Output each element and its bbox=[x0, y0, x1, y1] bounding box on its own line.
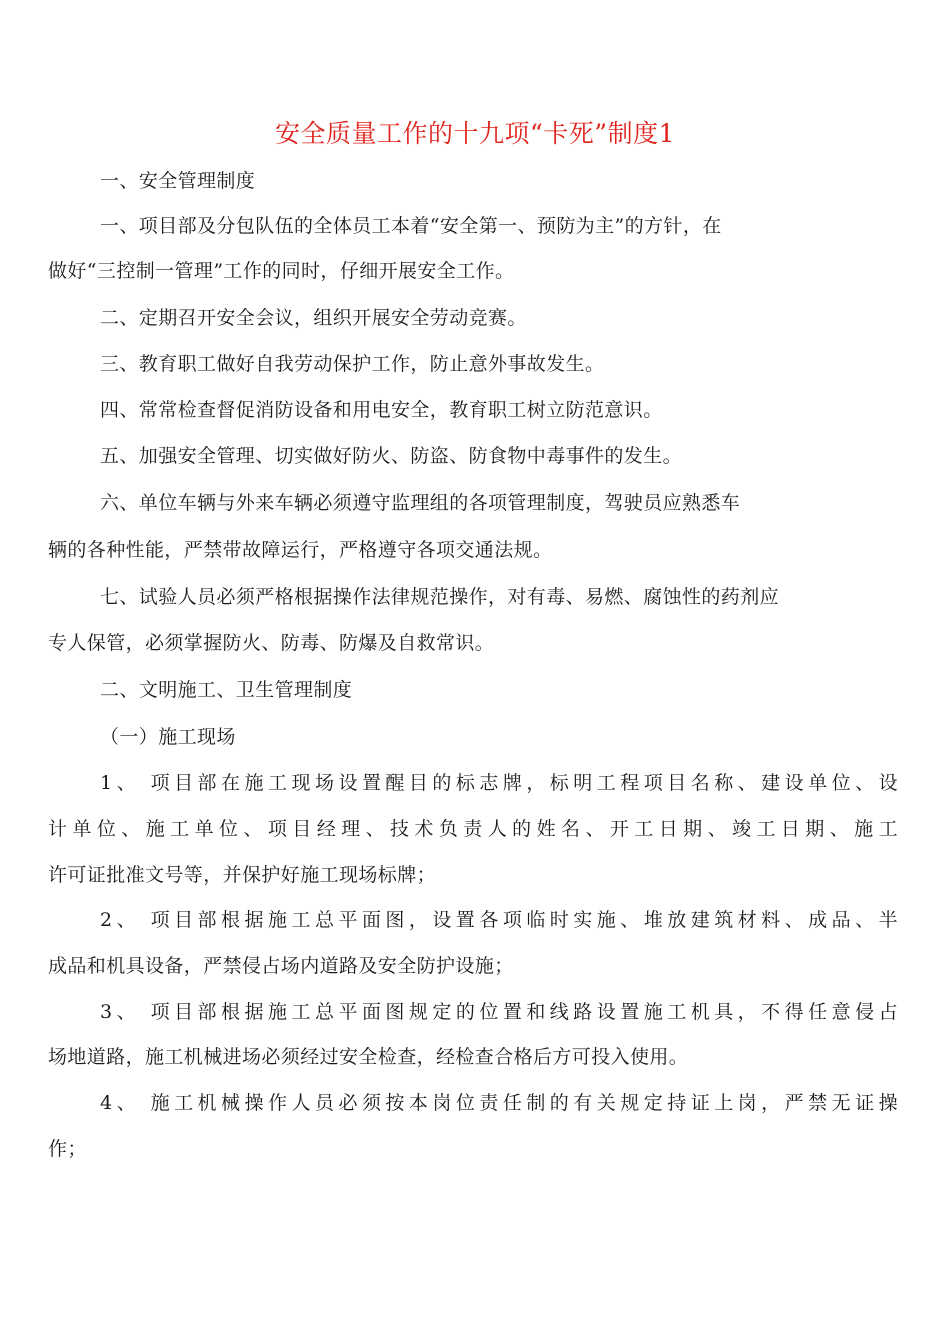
subsection-heading: （一）施工现场 bbox=[100, 726, 236, 748]
paragraph-line: 2、 项目部根据施工总平面图，设置各项临时实施、堆放建筑材料、成品、半 bbox=[100, 909, 898, 931]
section-heading-safety: 一、安全管理制度 bbox=[100, 170, 256, 192]
paragraph-line: 二、定期召开安全会议，组织开展安全劳动竞赛。 bbox=[100, 307, 527, 329]
paragraph-line: 四、常常检查督促消防设备和用电安全，教育职工树立防范意识。 bbox=[100, 399, 663, 421]
paragraph-line: 许可证批准文号等，并保护好施工现场标牌； bbox=[48, 864, 437, 886]
paragraph-line: 3、 项目部根据施工总平面图规定的位置和线路设置施工机具，不得任意侵占 bbox=[100, 1001, 898, 1023]
paragraph-line: 4、 施工机械操作人员必须按本岗位责任制的有关规定持证上岗，严禁无证操 bbox=[100, 1092, 898, 1114]
paragraph-line: 五、加强安全管理、切实做好防火、防盗、防食物中毒事件的发生。 bbox=[100, 445, 683, 467]
paragraph-line: 场地道路，施工机械进场必须经过安全检查，经检查合格后方可投入使用。 bbox=[48, 1046, 689, 1068]
paragraph-line: 七、试验人员必须严格根据操作法律规范操作，对有毒、易燃、腐蚀性的药剂应 bbox=[100, 586, 780, 608]
paragraph-line: 六、单位车辆与外来车辆必须遵守监理组的各项管理制度，驾驶员应熟悉车 bbox=[100, 492, 741, 514]
paragraph-line: 辆的各种性能，严禁带故障运行，严格遵守各项交通法规。 bbox=[48, 539, 553, 561]
paragraph-line: 做好“三控制一管理”工作的同时，仔细开展安全工作。 bbox=[48, 260, 515, 282]
paragraph-line: 三、教育职工做好自我劳动保护工作，防止意外事故发生。 bbox=[100, 353, 605, 375]
paragraph-line: 作； bbox=[48, 1138, 87, 1160]
paragraph-line: 计单位、施工单位、项目经理、技术负责人的姓名、开工日期、竣工日期、施工 bbox=[48, 818, 898, 840]
document-title: 安全质量工作的十九项“卡死”制度1 bbox=[275, 119, 675, 148]
paragraph-line: 专人保管，必须掌握防火、防毒、防爆及自救常识。 bbox=[48, 632, 495, 654]
paragraph-line: 成品和机具设备，严禁侵占场内道路及安全防护设施； bbox=[48, 955, 514, 977]
paragraph-line: 1、 项目部在施工现场设置醒目的标志牌，标明工程项目名称、建设单位、设 bbox=[100, 772, 898, 794]
paragraph-line: 一、项目部及分包队伍的全体员工本着“安全第一、预防为主”的方针，在 bbox=[100, 215, 722, 237]
section-heading-civilized: 二、文明施工、卫生管理制度 bbox=[100, 679, 353, 701]
